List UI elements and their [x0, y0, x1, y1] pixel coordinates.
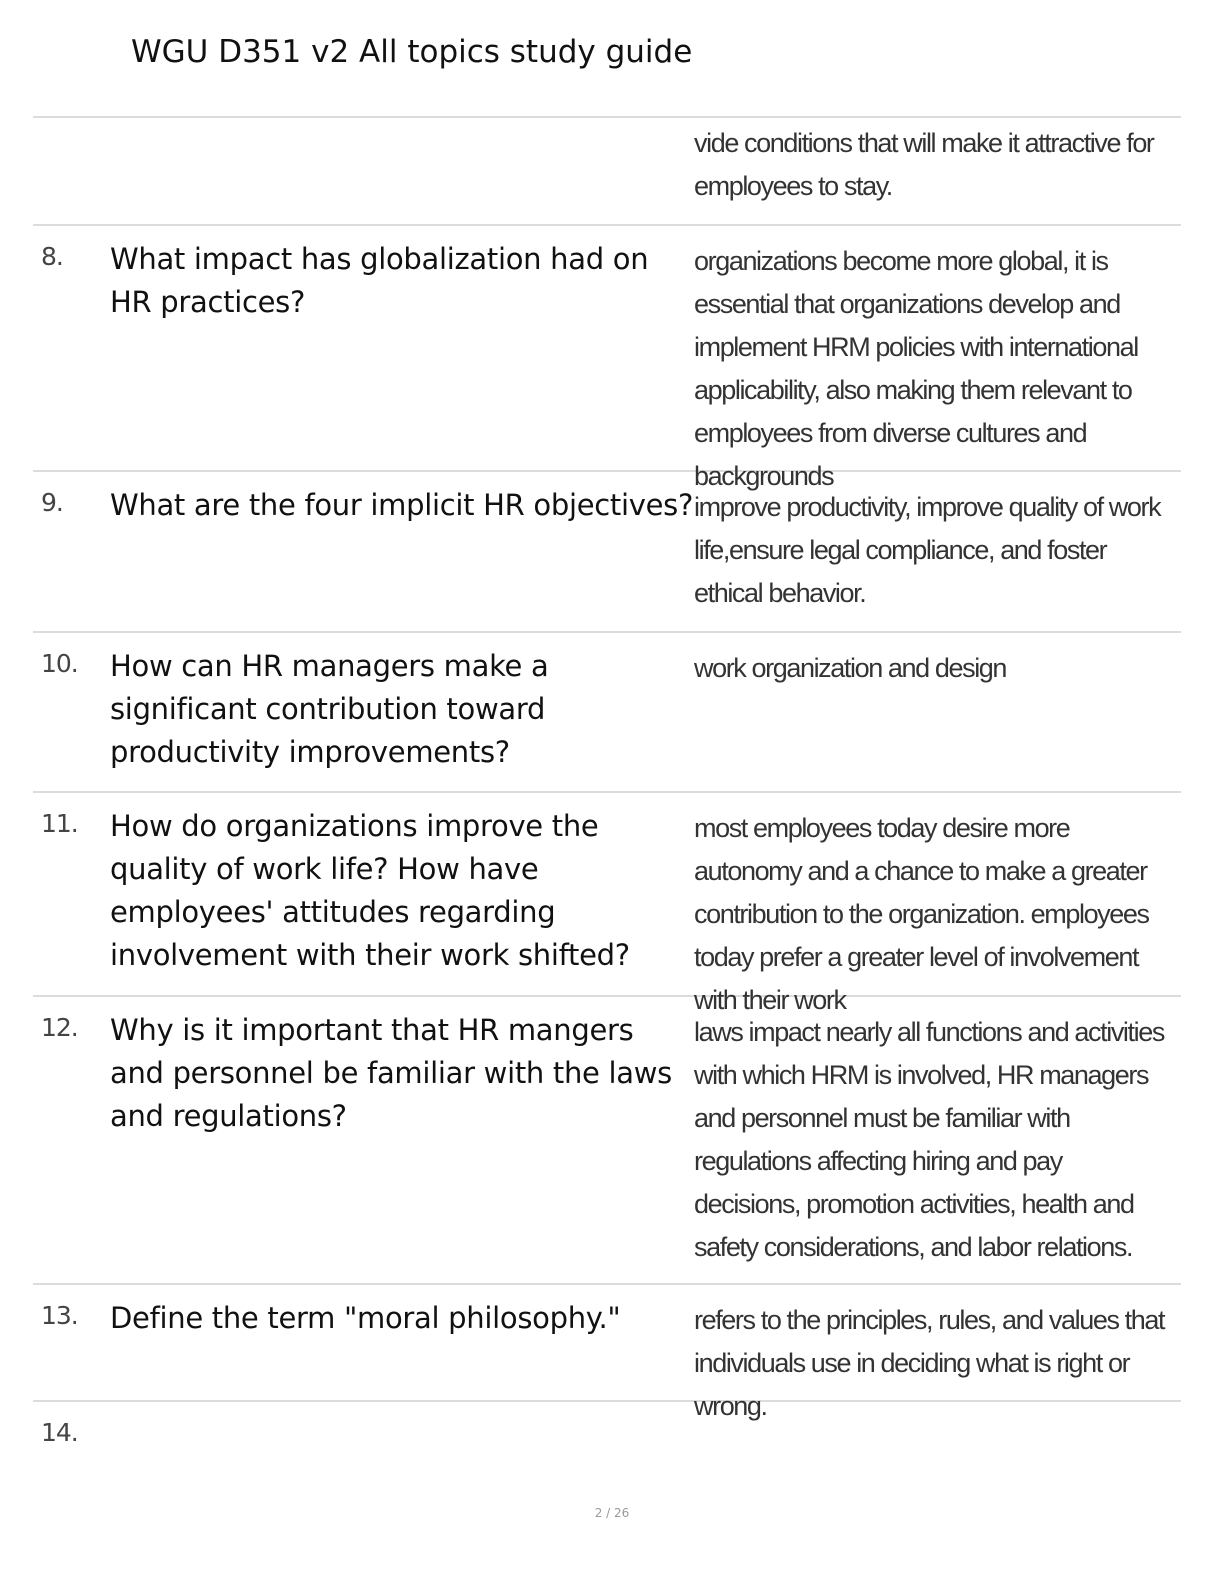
row-number: [33, 118, 110, 224]
page-number: 2 / 26: [594, 1506, 630, 1520]
answer-text: work organization and design: [694, 653, 1007, 683]
question-text: Define the term "moral philosophy.": [110, 1301, 621, 1335]
question-text: Why is it important that HR mangers and personnel be familiar with the laws and regulations?: [110, 1013, 672, 1133]
question-text: [110, 1402, 694, 1472]
row-number: 9.: [41, 488, 63, 517]
question-text: What impact has globalization had on HR practices?: [110, 242, 649, 319]
table-row: [33, 793, 1181, 1015]
row-number: 10.: [41, 649, 78, 678]
answer-text: refers to the principles, rules, and values that individuals use in deciding what is right or wrong.: [694, 1305, 1165, 1421]
table-row: [33, 1285, 1181, 1421]
answer-text: most employees today desire more autonomy and a chance to make a greater contribution to the organization. employees today prefer a greater level of involvement with their work: [694, 813, 1149, 1015]
question-text: How do organizations improve the quality of work life? How have employees' attitudes regarding involvement with their work shifted?: [110, 809, 630, 972]
row-number: 11.: [41, 809, 78, 838]
question-text: [110, 118, 694, 224]
table-row: [33, 997, 1181, 1285]
row-number: 8.: [41, 242, 63, 271]
question-text: What are the four implicit HR objectives?: [110, 488, 694, 522]
answer-text: [694, 1402, 1181, 1472]
answer-text: vide conditions that will make it attractive for employees to stay.: [694, 128, 1154, 201]
answer-text: organizations become more global, it is essential that organizations develop and implement HRM policies with international applicability, also making them relevant to employees from diverse cultures and backgrounds: [694, 246, 1138, 491]
question-text: How can HR managers make a significant contribution toward productivity improvements?: [110, 649, 549, 769]
table-row: [33, 1402, 1181, 1472]
table-row: [33, 118, 1181, 226]
row-number: 12.: [41, 1013, 78, 1042]
table-row: [33, 472, 1181, 633]
table-row: [33, 226, 1181, 491]
answer-text: laws impact nearly all functions and activities with which HRM is involved, HR managers and personnel must be familiar with regulations affecting hiring and pay decisions, promotion activities, health and safety considerations, and labor relations.: [694, 1017, 1164, 1262]
document-title: WGU D351 v2 All topics study guide: [131, 34, 693, 70]
study-guide-table: [33, 116, 1181, 1472]
row-number: 14.: [41, 1418, 78, 1447]
row-number: 13.: [41, 1301, 78, 1330]
table-row: [33, 633, 1181, 793]
answer-text: improve productivity, improve quality of work life,ensure legal compliance, and foster ethical behavior.: [694, 492, 1161, 608]
